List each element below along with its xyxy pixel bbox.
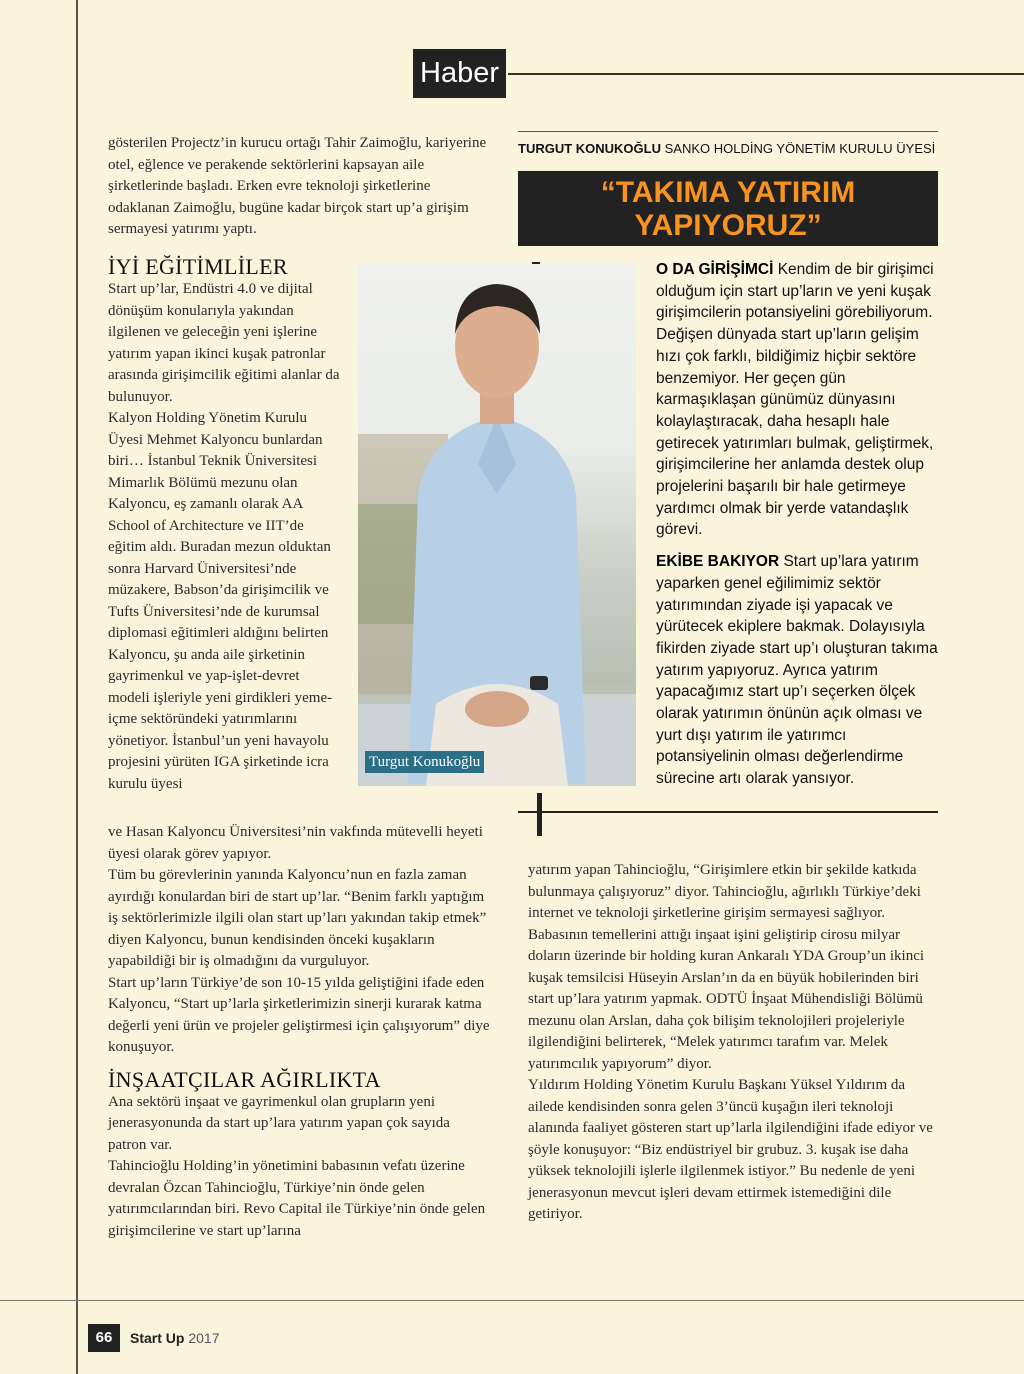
paragraph-kalyoncu: Kalyon Holding Yönetim Kurulu Üyesi Mehmet Kalyoncu bunlardan biri… İstanbul Teknik Üniversitesi Mimarlık Bölümü mezunu olan Kalyoncu, eş zamanlı olarak AA School of Architecture ve IIT’de eğitim aldı. Buradan mezun olduktan sonra Harvard Üniversitesi’nde müzakere, Babson’da girişimcilik ve Tufts Üniversitesi’nde de kurumsal diplomasi eğitimleri aldığını belirten Kalyoncu, şu anda aile şirketinin gayrimenkul ve yap-işlet-devret modeli işleriyle yeni girdikleri yeme-içme sektöründeki yatırımlarını yönetiyor. İstanbul’un yeni havayolu projesini yürüten IGA şirketinde icra kurulu üyesi — [108, 410, 333, 792]
paragraph-kalyoncu-end: ve Hasan Kalyoncu Üniversitesi’nin vakfında mütevelli heyeti üyesi olarak görev yapıyor. — [108, 824, 483, 862]
section-label: Haber — [413, 49, 506, 98]
portrait-illustration — [358, 264, 636, 786]
answer-1 — [656, 259, 941, 541]
paragraph-kalyoncu-startup: Tüm bu görevlerinin yanında Kalyoncu’nun en fazla zaman ayırdığı konulardan biri de start up’lar. “Benim farklı yaptığım iş sektörlerimizle ilgili olan start up’ları yakından takip etmek” diyen Kalyoncu, bunun kendisinden önceki kuşakların yapabildiği bir iş olmadığını da vurguluyor. — [108, 867, 487, 969]
photo-caption: Turgut Konukoğlu — [365, 751, 484, 773]
decorative-cross-horizontal — [518, 811, 938, 813]
answer-2-lead: EKİBE BAKIYOR — [656, 553, 780, 571]
section-header-rule — [508, 73, 1024, 75]
left-column-wide — [108, 822, 490, 1242]
answer-2-text: Start up’lara yatırım yaparken genel eğilimimiz sektör yatırımından ziyade işi yapacak ve yürütecek ekiplere bakmak. Dolayısıyla fikirden ziyade start up’ı oluşturan takıma yatırım yapıyoruz. Ayrıca yatırım yapacağımız start up’ı seçerken ölçek olarak yatırımın önünün açık olması ve yurt dışı yatırım ile yatırımcı potansiyelinin olması değerlendirme sürecine artı olarak yansıyor. — [656, 553, 938, 788]
left-column-narrow — [108, 253, 344, 795]
left-column-intro — [108, 133, 490, 241]
intro-paragraph: gösterilen Projectz’in kurucu ortağı Tahir Zaimoğlu, kariyerine otel, eğlence ve perakende sektörlerini kapsayan aile şirketlerinde başladı. Erken evre teknoloji şirketlerine odaklanan Zaimoğlu, bugüne kadar birçok start up’a girişim sermayesi yatırımı yaptı. — [108, 135, 487, 237]
paragraph-yildirim: Yıldırım Holding Yönetim Kurulu Başkanı Yüksel Yıldırım da ailede kendisinden sonra gelen 3’üncü kuşağın ileri teknoloji alanında faaliyet gösteren start up’larla ilgilendiğini ifade ediyor ve şöyle konuşuyor: “Biz endüstriyel bir grubuz. 3. kuşak ise daha yüksek teknolojili işlerle ilgilenmek istiyor.” Bu nedenle de yeni jenerasyonun mevcut işleri devam ettirmek istemediğini dile getiriyor. — [528, 1077, 933, 1222]
paragraph-tahincioglu-cont: yatırım yapan Tahincioğlu, “Girişimlere etkin bir şekilde katkıda bulunmaya çalışıyoruz” diyor. Tahincioğlu, ağırlıklı Türkiye’deki internet ve teknoloji şirketlerine girişim sermayesi sağlıyor. — [528, 862, 921, 921]
paragraph-arslan: Babasının temellerini attığı inşaat işini geliştirip cirosu milyar doların üzerinde bir holding kuran Ankaralı YDA Group’un ikinci kuşak temsilcisi Hüseyin Arslan’ın da en büyük hobilerinden biri start up’lara yatırım yapmak. ODTÜ İnşaat Mühendisliği Bölümü mezunu olan Arslan, daha çok bilişim teknolojileri projeleriyle ilgilendiğini belirterek, “Melek yatırımcı tarafım var. Melek yatırımcılık yapıyorum” diyor. — [528, 926, 925, 1072]
paragraph-kalyoncu-quote: Start up’ların Türkiye’de son 10-15 yılda geliştiğini ifade eden Kalyoncu, “Start up’larla şirketlerimizin sinerji kurarak katma değerli yeni ürün ve projeler geliştirmesi için çalışıyorum” diye konuşuyor. — [108, 974, 490, 1055]
paragraph-insaat: Ana sektörü inşaat ve gayrimenkul olan grupların yeni jenerasyonunda da start up’lara yatırım yapan çok sayıda patron var. — [108, 1093, 450, 1153]
byline-rule — [518, 131, 938, 132]
headline-line-1: “TAKIMA YATIRIM — [600, 176, 856, 209]
portrait-photo — [358, 264, 636, 786]
interviewee-role: SANKO HOLDİNG YÖNETİM KURULU ÜYESİ — [664, 141, 936, 156]
answer-1-lead: O DA GİRİŞİMCİ — [656, 261, 774, 278]
interviewee-name: TURGUT KONUKOĞLU — [518, 141, 661, 156]
headline-line-2: YAPIYORUZ” — [634, 209, 822, 242]
interview-headline — [518, 171, 938, 246]
magazine-year: 2017 — [188, 1330, 220, 1346]
interview-byline — [518, 139, 935, 159]
interview-answers — [656, 259, 941, 790]
decorative-cross-vertical — [537, 793, 542, 836]
magazine-name: Start Up — [130, 1330, 185, 1346]
left-margin-rule — [76, 0, 78, 1374]
subheading-insaatcilar: İNŞAATÇILAR AĞIRLIKTA — [108, 1066, 381, 1092]
paragraph-egitim: Start up’lar, Endüstri 4.0 ve dijital dönüşüm konularıyla yakından ilgilenen ve geleceğin yeni işlerine yatırım yapan ikinci kuşak patronlar arasında girişimcilik eğitimi alanlar da bulunuyor. — [108, 281, 340, 405]
answer-2 — [656, 551, 941, 790]
answer-1-text: Kendim de bir girişimci olduğum için start up’ların ve yeni kuşak girişimcilerin potansiyelini görebiliyorum. Değişen dünyada start up’ların gelişim hızı çok farklı, bildiğimiz hiçbir sektöre benzemiyor. Her geçen gün karmaşıklaşan günümüz dünyasını kolaylaştıracak, daha hesaplı hale getirecek yatırımları bulmak, geliştirmek, girişimcilerine her anlamda destek olup projelerini başarılı bir hale getirmeye yardımcı olmak bir yerde vatandaşlık görevi. — [656, 261, 934, 539]
page-number: 66 — [88, 1324, 120, 1352]
right-column-body — [528, 860, 933, 1226]
paragraph-tahincioglu: Tahincioğlu Holding’in yönetimini babasının vefatı üzerine devralan Özcan Tahincioğlu, Türkiye’nin önde gelen yatırımcılarından biri. Revo Capital ile Türkiye’nin önde gelen girişimcilerine ve start up’larına — [108, 1158, 486, 1239]
footer-rule — [0, 1300, 1024, 1301]
magazine-footer — [130, 1328, 220, 1348]
subheading-iyi-egitimliler: İYİ EĞİTİMLİLER — [108, 254, 288, 279]
